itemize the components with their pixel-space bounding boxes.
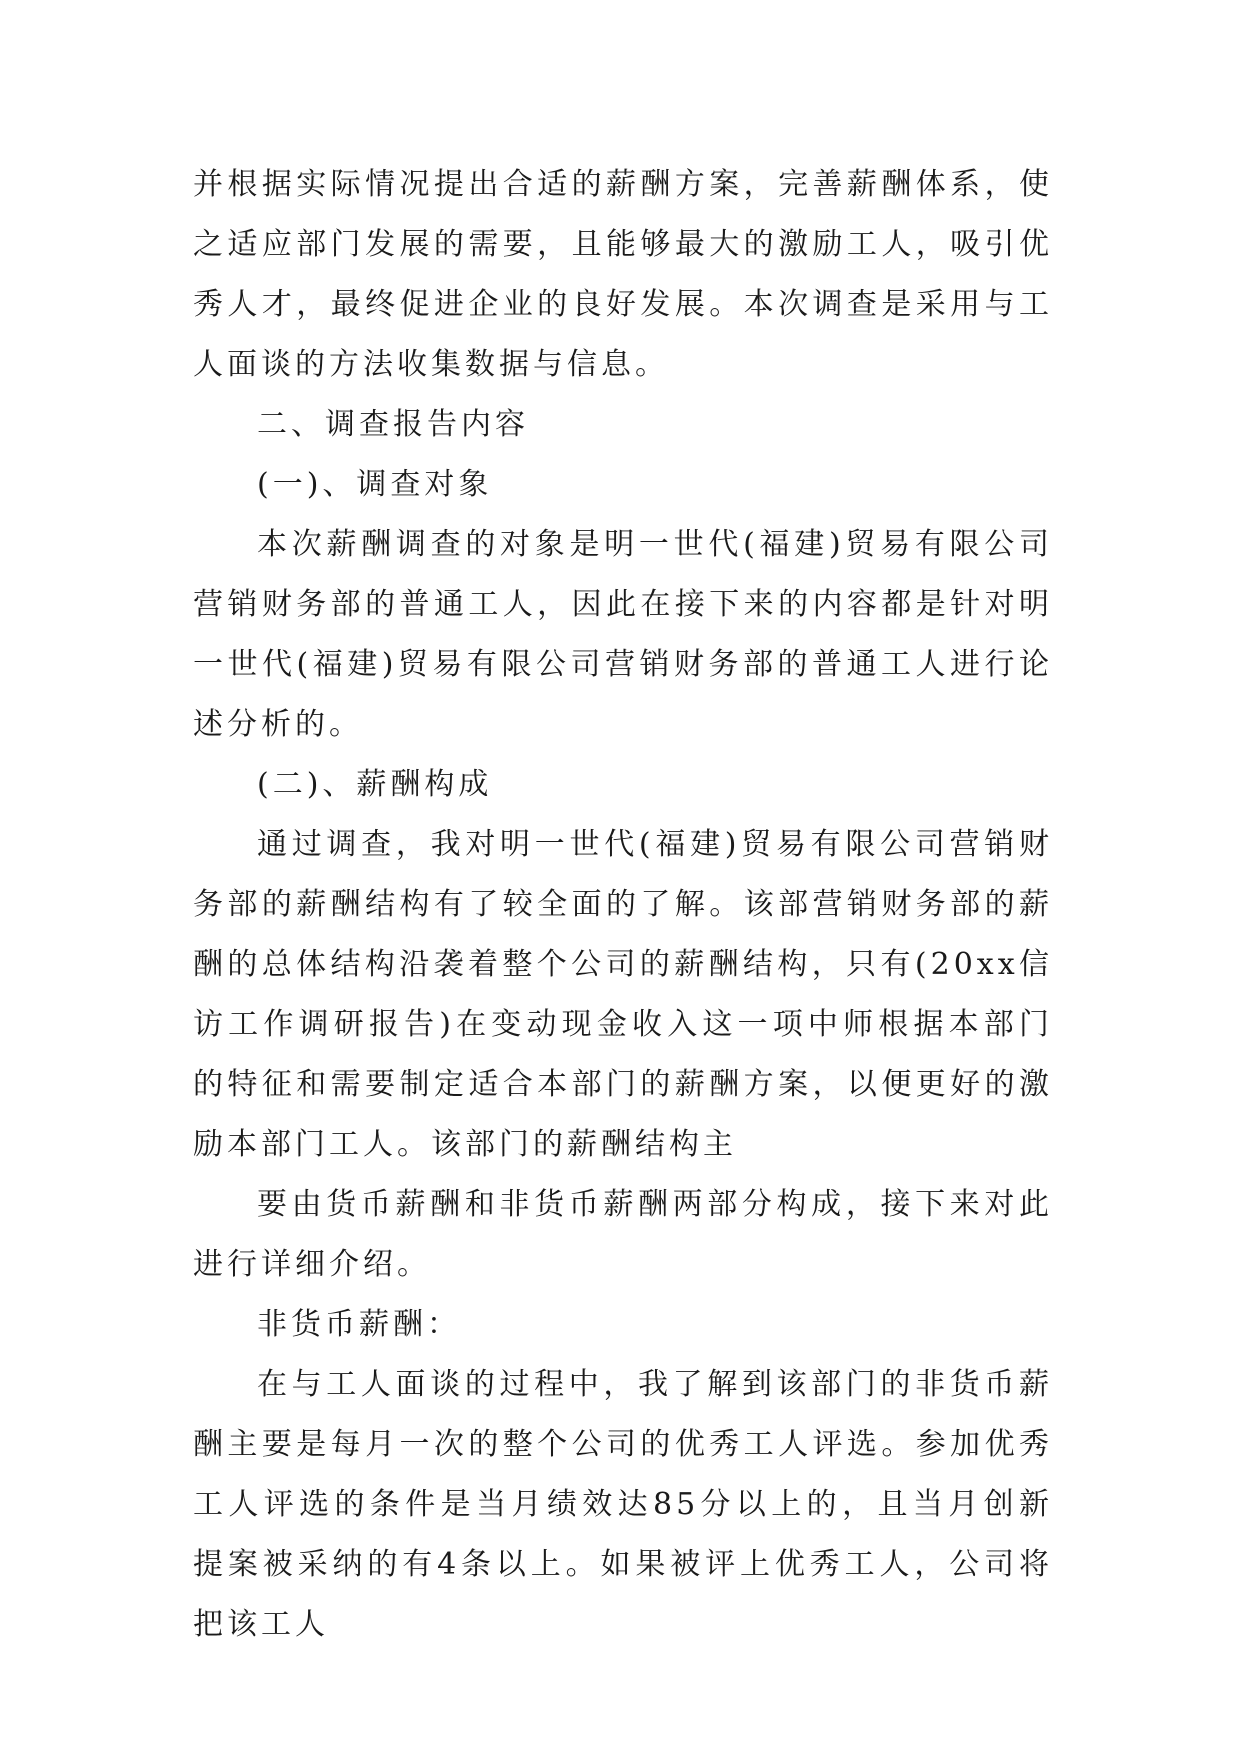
paragraph-non-monetary-salary: 在与工人面谈的过程中，我了解到该部门的非货币薪酬主要是每月一次的整个公司的优秀工人评选。参加优秀工人评选的条件是当月绩效达85分以上的，且当月创新提案被采纳的有4条以上。如果被评上优秀工人，公司将把该工人 [193,1367,1053,1642]
paragraph-intro-continued: 并根据实际情况提出合适的薪酬方案，完善薪酬体系，使之适应部门发展的需要，且能够最大的激励工人，吸引优秀人才，最终促进企业的良好发展。本次调查是采用与工人面谈的方法收集数据与信息。 [193,167,1053,382]
paragraph-survey-subject: 本次薪酬调查的对象是明一世代(福建)贸易有限公司营销财务部的普通工人，因此在接下来的内容都是针对明一世代(福建)贸易有限公司营销财务部的普通工人进行论述分析的。 [193,527,1053,742]
paragraph-salary-types: 要由货币薪酬和非货币薪酬两部分构成，接下来对此进行详细介绍。 [193,1187,1053,1282]
section-heading-report-content: 二、调查报告内容 [257,407,529,442]
document-body [193,155,1053,1655]
paragraph-salary-structure: 通过调查，我对明一世代(福建)贸易有限公司营销财务部的薪酬结构有了较全面的了解。该部营销财务部的薪酬的总体结构沿袭着整个公司的薪酬结构，只有(20xx信访工作调研报告)在变动现金收入这一项中师根据本部门的特征和需要制定适合本部门的薪酬方案，以便更好的激励本部门工人。该部门的薪酬结构主 [193,827,1053,1162]
heading-non-monetary-salary: 非货币薪酬： [257,1307,461,1342]
subsection-heading-survey-subject: (一)、调查对象 [257,467,493,502]
subsection-heading-salary-composition: (二)、薪酬构成 [257,767,493,802]
